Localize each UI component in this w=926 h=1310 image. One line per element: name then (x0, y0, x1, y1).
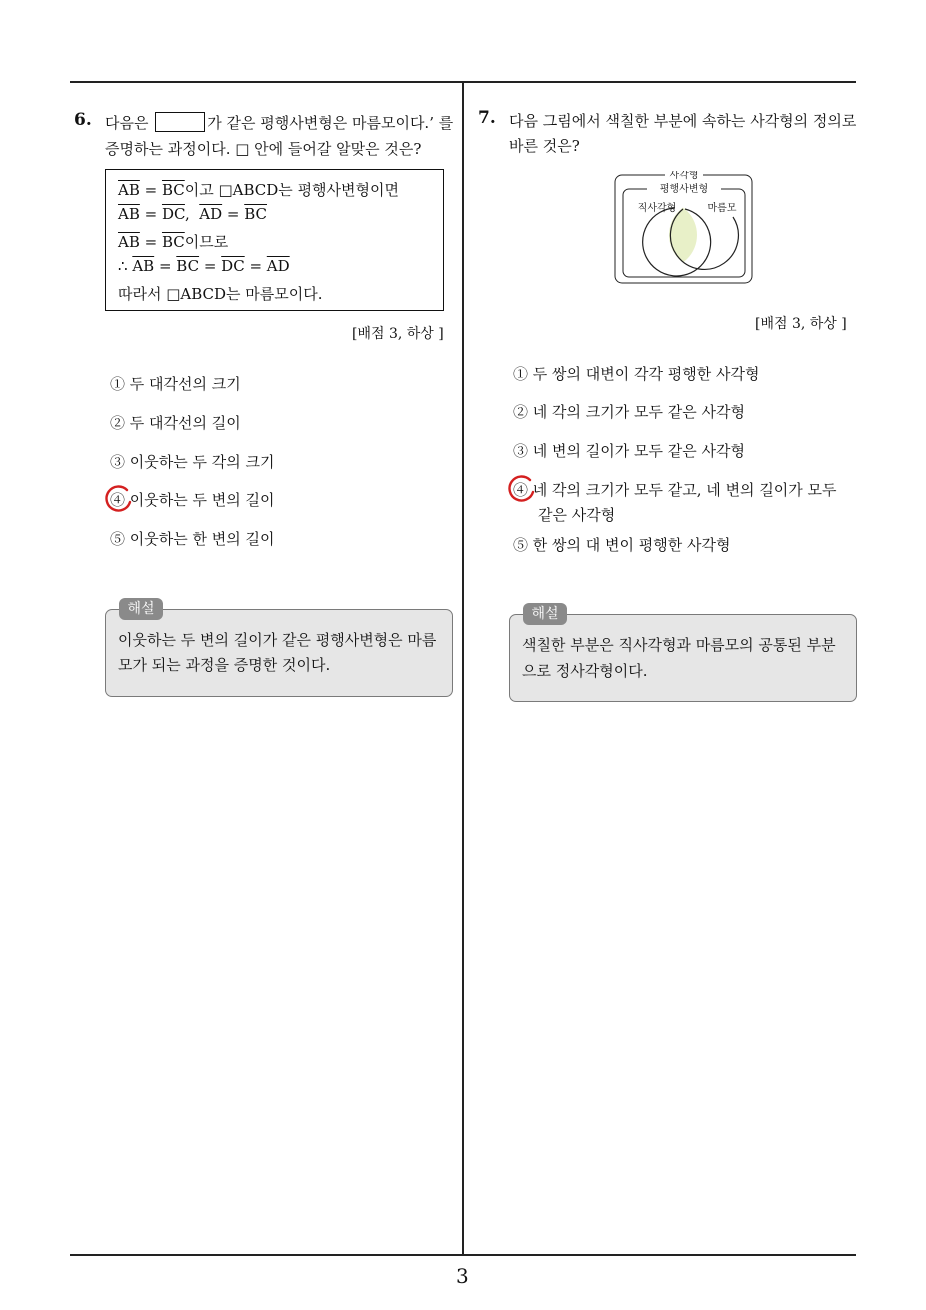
choice-number: ② (513, 403, 529, 421)
answer-circle-mark-icon (504, 472, 538, 506)
q7-choice-4[interactable] (513, 479, 837, 500)
choice-number: ② (110, 414, 126, 432)
question-7-score: [배점 3, 하상 ] (755, 316, 847, 332)
question-6-number: 6. (74, 110, 92, 130)
choice-text: 두 쌍의 대변이 각각 평행한 사각형 (532, 365, 760, 383)
q6-line1-before: 다음은 (105, 114, 149, 132)
equals-sign: = (139, 181, 162, 199)
segment-ab: $\overline{AB}$ (118, 205, 140, 223)
proof-line-2 (118, 205, 267, 223)
rectangle-label: 직사각형 (637, 203, 677, 214)
q7-solution-line1: 색칠한 부분은 직사각형과 마름모의 공통된 부분 (522, 636, 836, 654)
answer-circle-mark-icon (101, 482, 135, 516)
choice-text: 한 쌍의 대 변이 평행한 사각형 (532, 536, 731, 554)
equals-sign: = (139, 205, 162, 223)
question-6-text-line1 (105, 112, 453, 133)
choice-text: 이웃하는 두 변의 길이 (129, 491, 275, 509)
proof-text: 이므로 (184, 233, 229, 251)
proof-line-4 (118, 257, 290, 275)
q7-choice-5[interactable] (513, 534, 731, 555)
choice-number: ③ (513, 442, 529, 460)
segment-dc: $\overline{DC}$ (161, 205, 185, 223)
choice-number: ⑤ (110, 530, 126, 548)
segment-bc: $\overline{BC}$ (244, 205, 267, 223)
q6-solution-tab: 해설 (119, 598, 163, 620)
q7-solution-box (509, 614, 857, 702)
proof-box (105, 169, 444, 311)
choice-text: 두 대각선의 길이 (129, 414, 241, 432)
q6-choice-5[interactable] (110, 528, 275, 549)
q7-choice-2[interactable] (513, 401, 745, 422)
question-6-text-line2: 증명하는 과정이다. □ 안에 들어갈 알맞은 것은? (105, 140, 422, 158)
q7-solution-tab: 해설 (523, 603, 567, 625)
choice-text: 네 변의 길이가 모두 같은 사각형 (532, 442, 746, 460)
column-divider (462, 81, 464, 1255)
equals-sign: = (222, 205, 245, 223)
segment-ab: $\overline{AB}$ (118, 181, 140, 199)
q6-choice-1[interactable] (110, 373, 241, 394)
choice-number: ① (513, 365, 529, 383)
q6-solution-line2: 모가 되는 과정을 증명한 것이다. (118, 656, 331, 674)
separator: , (184, 205, 200, 223)
rhombus-label: 마름모 (707, 203, 737, 214)
choice-number: ① (110, 375, 126, 393)
choice-text: 네 각의 크기가 모두 같은 사각형 (532, 403, 746, 421)
proof-line-1 (118, 179, 399, 200)
q6-line1-after: 가 같은 평행사변형은 마름모이다.’ 를 (207, 114, 454, 132)
choice-text: 네 각의 크기가 모두 같고, 네 변의 길이가 모두 (532, 481, 837, 499)
proof-line-5: 따라서 □ABCD는 마름모이다. (118, 285, 323, 303)
segment-bc: $\overline{BC}$ (161, 181, 185, 199)
question-6-score: [배점 3, 하상 ] (352, 326, 444, 342)
equals-sign: = (244, 257, 267, 275)
q7-choice-1[interactable] (513, 363, 760, 384)
q7-choice-3[interactable] (513, 440, 745, 461)
segment-dc: $\overline{DC}$ (221, 257, 245, 275)
q6-choice-3[interactable] (110, 451, 275, 472)
q6-solution-line1: 이웃하는 두 변의 길이가 같은 평행사변형은 마름 (118, 631, 437, 649)
proof-line-3 (118, 231, 228, 252)
equals-sign: = (139, 233, 162, 251)
choice-number: ④ (513, 481, 529, 499)
question-7-text-line1: 다음 그림에서 색칠한 부분에 속하는 사각형의 정의로 (509, 112, 857, 130)
choice-number: ⑤ (513, 536, 529, 554)
choice-number: ④ (110, 491, 126, 509)
segment-ab: $\overline{AB}$ (118, 233, 140, 251)
therefore-symbol: ∴ (118, 257, 133, 275)
choice-text: 이웃하는 두 각의 크기 (129, 453, 275, 471)
segment-bc: $\overline{BC}$ (161, 233, 185, 251)
proof-text: 이고 □ABCD는 평행사변형이면 (184, 181, 399, 199)
bottom-rule (70, 1254, 856, 1256)
choice-number: ③ (110, 453, 126, 471)
segment-bc: $\overline{BC}$ (176, 257, 200, 275)
quadrilateral-label: 사각형 (669, 171, 699, 181)
question-7-text-line2: 바른 것은? (509, 137, 580, 155)
q6-choice-2[interactable] (110, 412, 241, 433)
page-number: 3 (456, 1264, 469, 1288)
parallelogram-label: 평행사변형 (659, 184, 709, 195)
choice-text: 이웃하는 한 변의 길이 (129, 530, 275, 548)
answer-blank-box (155, 112, 205, 132)
venn-diagram (613, 171, 755, 285)
equals-sign: = (154, 257, 177, 275)
segment-ad: $\overline{AD}$ (199, 205, 223, 223)
segment-ab: $\overline{AB}$ (132, 257, 155, 275)
q7-solution-line2: 으로 정사각형이다. (522, 662, 648, 680)
equals-sign: = (199, 257, 222, 275)
segment-ad: $\overline{AD}$ (266, 257, 290, 275)
question-7-number: 7. (478, 108, 496, 128)
q7-choice-4-continued: 같은 사각형 (538, 506, 616, 524)
choice-text: 두 대각선의 크기 (129, 375, 241, 393)
